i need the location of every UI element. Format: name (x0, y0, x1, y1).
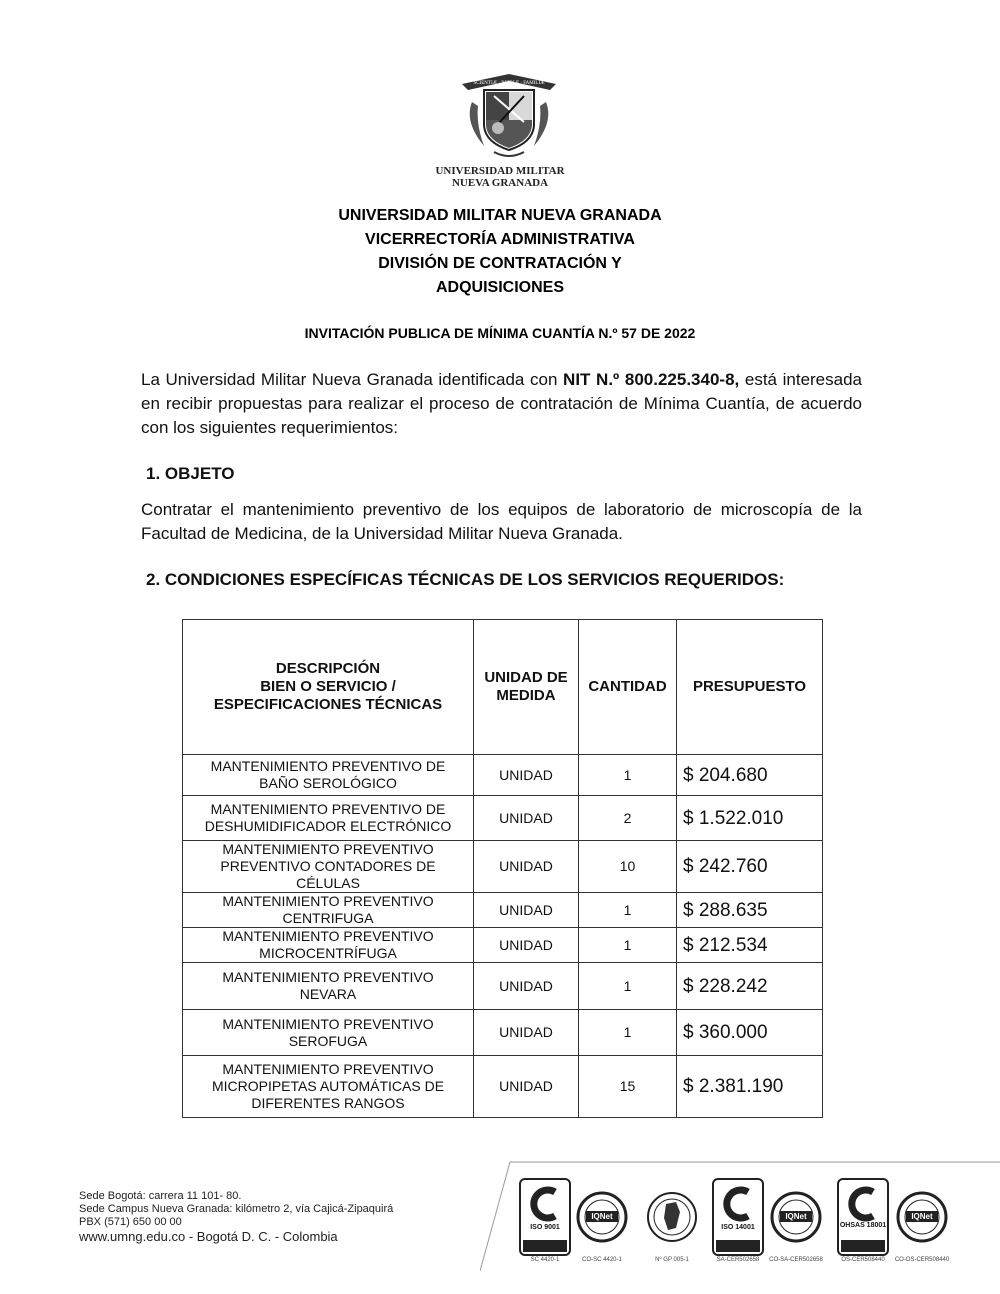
row-quantity: 10 (579, 841, 677, 893)
crest-university-name (430, 165, 570, 189)
desc-line: MANTENIMIENTO PREVENTIVO (222, 928, 434, 944)
iqnet-icon (769, 1178, 823, 1263)
row-description (183, 755, 474, 796)
row-price: $ 2.381.190 (677, 1056, 823, 1118)
desc-line: BAÑO SEROLÓGICO (259, 775, 397, 791)
cert-code: SA-CER502658 (716, 1257, 760, 1263)
cert-label: IQNet (591, 1212, 613, 1221)
desc-line: CÉLULAS (296, 875, 360, 891)
row-description (183, 928, 474, 963)
requirements-table (182, 619, 823, 1118)
row-unit: UNIDAD (474, 755, 579, 796)
row-unit: UNIDAD (474, 1010, 579, 1056)
row-quantity: 1 (579, 893, 677, 928)
cert-code: CO-SA-CER502658 (769, 1257, 823, 1263)
intro-text-before: La Universidad Militar Nueva Granada identificada con (141, 370, 564, 389)
crest-motto: SCIENTIÆ · PATRIÆ · FAMILIÆ (473, 81, 545, 86)
table-row (183, 796, 823, 841)
section-objeto-title: 1. OBJETO (146, 464, 235, 483)
header-description (183, 620, 474, 755)
section-objeto-text: Contratar el mantenimiento preventivo de los equipos de laboratorio de microscopía de la Facultad de Medicina, de la Universidad Militar Nueva Granada. (141, 500, 862, 543)
colombia-seal-icon (646, 1178, 698, 1263)
university-crest-logo (454, 62, 564, 162)
row-price: $ 1.522.010 (677, 796, 823, 841)
desc-line: MICROCENTRÍFUGA (259, 945, 397, 961)
row-description (183, 963, 474, 1010)
header-university: UNIVERSIDAD MILITAR NUEVA GRANADA (338, 207, 662, 224)
table-row (183, 963, 823, 1010)
table-row (183, 1056, 823, 1118)
header-budget: PRESUPUESTO (677, 620, 823, 755)
table-row (183, 755, 823, 796)
crest-name-line2: NUEVA GRANADA (451, 177, 549, 189)
desc-line: MICROPIPETAS AUTOMÁTICAS DE (211, 1078, 445, 1094)
cert-label: IQNet (911, 1212, 933, 1221)
header-desc-line1: DESCRIPCIÓN (275, 660, 381, 677)
table-header-row (183, 620, 823, 755)
cert-code: OS-CER508440 (841, 1257, 885, 1263)
row-quantity: 15 (579, 1056, 677, 1118)
footer-address-campus: Sede Campus Nueva Granada: kilómetro 2, vía Cajicá-Zipaquirá (79, 1203, 394, 1215)
row-description (183, 796, 474, 841)
desc-line: DIFERENTES RANGOS (251, 1095, 405, 1111)
table-row (183, 893, 823, 928)
row-description (183, 1010, 474, 1056)
desc-line: PREVENTIVO CONTADORES DE (220, 858, 436, 874)
row-price: $ 360.000 (677, 1010, 823, 1056)
header-quantity: CANTIDAD (579, 620, 677, 755)
row-description (183, 841, 474, 893)
intro-paragraph (141, 368, 862, 440)
invitation-title: INVITACIÓN PUBLICA DE MÍNIMA CUANTÍA N.º 57 DE 2022 (304, 325, 696, 341)
row-price: $ 242.760 (677, 841, 823, 893)
footer-website: www.umng.edu.co - Bogotá D. C. - Colombia (79, 1229, 338, 1244)
icontec-icon (837, 1178, 889, 1263)
row-quantity: 1 (579, 755, 677, 796)
header-desc-line2: BIEN O SERVICIO / (260, 678, 396, 695)
footer-phone: PBX (571) 650 00 00 (79, 1216, 182, 1228)
cert-label: ISO 9001 (530, 1224, 560, 1231)
row-unit: UNIDAD (474, 928, 579, 963)
desc-line: MANTENIMIENTO PREVENTIVO (222, 1015, 434, 1032)
table-row (183, 841, 823, 893)
header-division: DIVISIÓN DE CONTRATACIÓN Y (378, 255, 622, 272)
header-unit-line2: MEDIDA (496, 687, 556, 704)
row-quantity: 1 (579, 963, 677, 1010)
header-desc-line3: ESPECIFICACIONES TÉCNICAS (213, 696, 443, 713)
cert-label: OHSAS 18001 (839, 1222, 887, 1229)
desc-line: DESHUMIDIFICADOR ELECTRÓNICO (204, 818, 452, 834)
header-adquisiciones: ADQUISICIONES (435, 279, 564, 296)
row-unit: UNIDAD (474, 841, 579, 893)
footer-address-bogota: Sede Bogotá: carrera 11 101- 80. (79, 1190, 242, 1202)
row-unit: UNIDAD (474, 796, 579, 841)
iqnet-icon (894, 1178, 950, 1263)
header-unit-line1: UNIDAD DE (484, 669, 568, 686)
row-quantity: 2 (579, 796, 677, 841)
crest-name-line1: UNIVERSIDAD MILITAR (435, 165, 565, 177)
cert-code: Nº GP 005-1 (655, 1257, 689, 1263)
header-unit (474, 620, 579, 755)
desc-line: MANTENIMIENTO PREVENTIVO (222, 1061, 434, 1077)
cert-code: CO-SC 4420-1 (582, 1257, 622, 1263)
row-description (183, 893, 474, 928)
cert-code: CO-OS-CER508440 (894, 1257, 950, 1263)
row-quantity: 1 (579, 1010, 677, 1056)
desc-line: SEROFUGA (288, 1032, 368, 1049)
desc-line: MANTENIMIENTO PREVENTIVO DE (210, 758, 446, 774)
cert-label: ISO 14001 (721, 1224, 755, 1231)
row-unit: UNIDAD (474, 1056, 579, 1118)
desc-line: MANTENIMIENTO PREVENTIVO (222, 893, 434, 909)
row-price: $ 288.635 (677, 893, 823, 928)
desc-line: CENTRIFUGA (282, 910, 374, 926)
icontec-icon (519, 1178, 571, 1263)
table-row (183, 928, 823, 963)
cert-label: IQNet (785, 1212, 807, 1221)
desc-line: NEVARA (299, 986, 357, 1002)
row-unit: UNIDAD (474, 963, 579, 1010)
iqnet-icon (576, 1178, 628, 1263)
cert-code: SC 4420-1 (530, 1257, 560, 1263)
row-unit: UNIDAD (474, 893, 579, 928)
intro-nit: NIT N.º 800.225.340-8, (563, 370, 740, 389)
desc-line: MANTENIMIENTO PREVENTIVO (222, 969, 434, 985)
row-description (183, 1056, 474, 1118)
desc-line: MANTENIMIENTO PREVENTIVO (222, 841, 434, 857)
row-price: $ 204.680 (677, 755, 823, 796)
icontec-icon (712, 1178, 764, 1263)
header-vicerrectoria: VICERRECTORÍA ADMINISTRATIVA (365, 231, 635, 248)
section-condiciones-title: 2. CONDICIONES ESPECÍFICAS TÉCNICAS DE LOS SERVICIOS REQUERIDOS: (146, 570, 785, 589)
row-price: $ 228.242 (677, 963, 823, 1010)
footer-address (79, 1190, 393, 1245)
row-price: $ 212.534 (677, 928, 823, 963)
desc-line: MANTENIMIENTO PREVENTIVO DE (210, 801, 446, 817)
table-row (183, 1010, 823, 1056)
intro-text-after: está interesada en recibir propuestas para realizar el proceso de contratación de Mínima Cuantía, de acuerdo con los siguientes requerimientos: (141, 370, 863, 437)
row-quantity: 1 (579, 928, 677, 963)
